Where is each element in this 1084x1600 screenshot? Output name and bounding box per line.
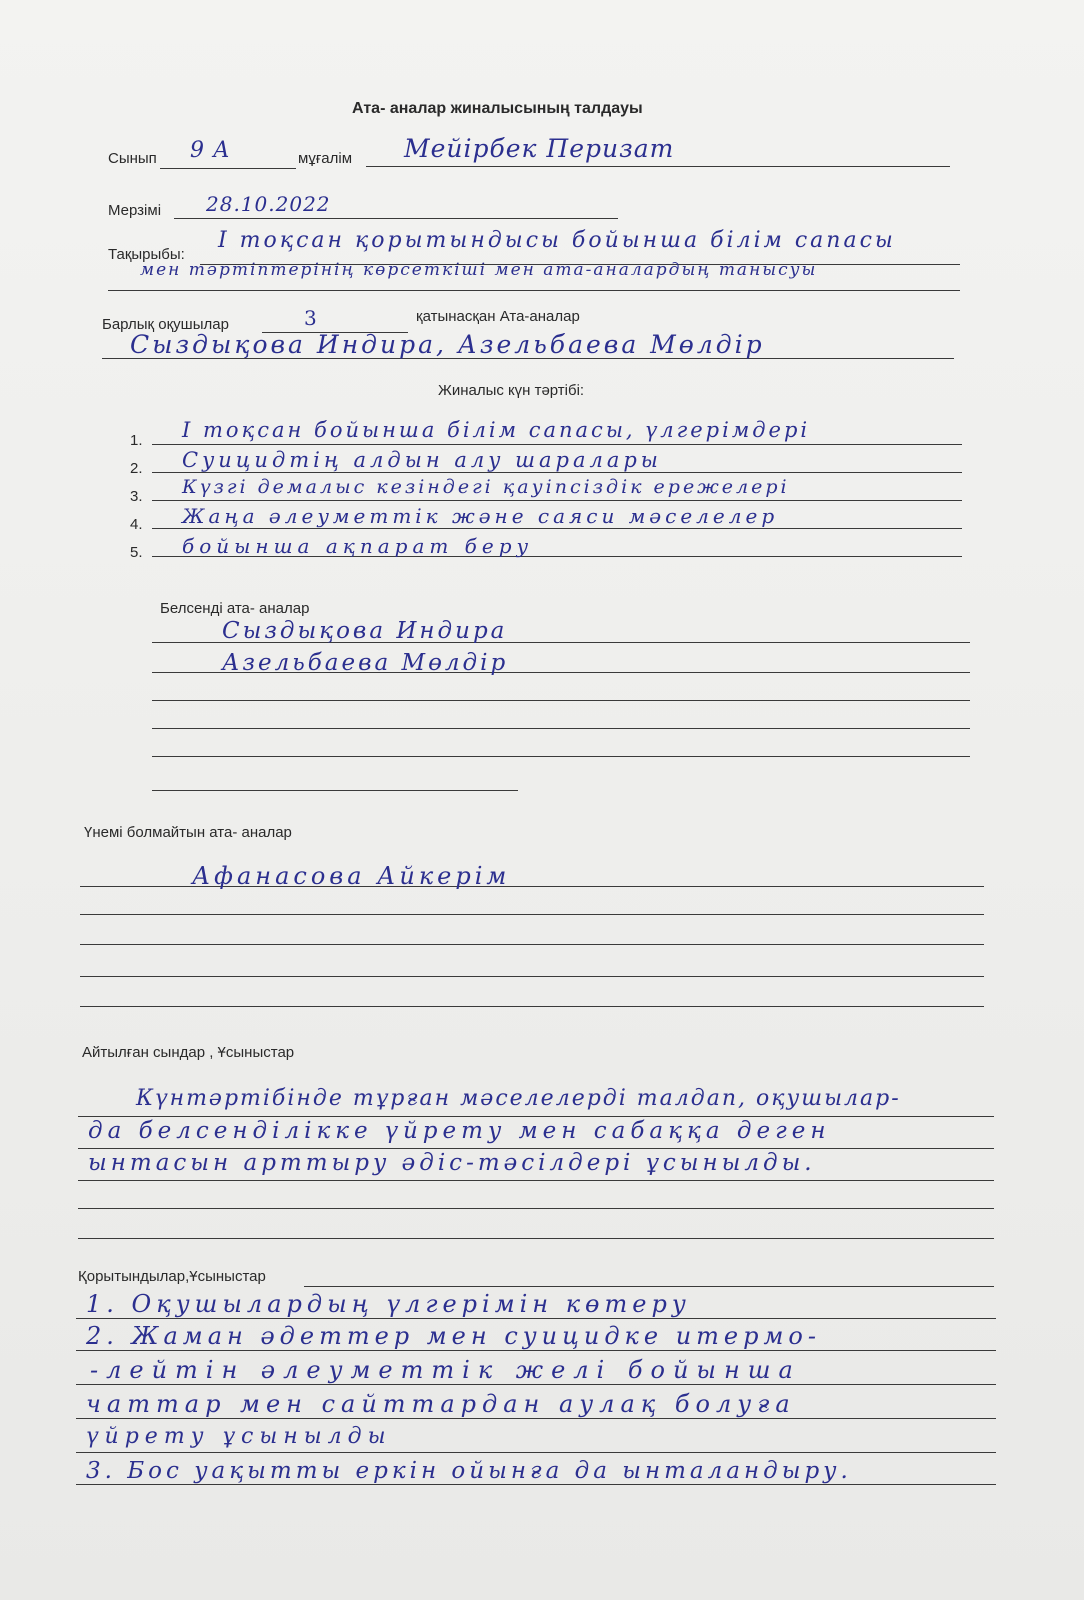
agenda-item: Жаңа әлеуметтік және саяси мәселелер bbox=[182, 504, 779, 528]
active-rule bbox=[152, 790, 518, 791]
conclusions-rule bbox=[304, 1286, 994, 1287]
date-value: 28.10.2022 bbox=[206, 192, 331, 216]
form-title: Ата- аналар жиналысының талдауы bbox=[352, 100, 643, 117]
active-parents-label: Белсенді ата- аналар bbox=[160, 600, 310, 617]
remarks-rule bbox=[78, 1208, 994, 1209]
agenda-rule bbox=[152, 472, 962, 473]
conclusions-rule bbox=[76, 1484, 996, 1485]
agenda-number: 1. bbox=[130, 432, 143, 449]
agenda-number: 4. bbox=[130, 516, 143, 533]
remarks-rule bbox=[78, 1238, 994, 1239]
remarks-label: Айтылған сындар , Ұсыныстар bbox=[82, 1044, 295, 1061]
students-label: Барлық оқушылар bbox=[102, 316, 229, 333]
active-rule bbox=[152, 700, 970, 701]
remarks-line: ынтасын арттыру әдіс-тәсілдері ұсынылды. bbox=[88, 1150, 816, 1176]
absent-rule bbox=[80, 976, 984, 977]
conclusion-line: 2. Жаман әдеттер мен суицидке итермо- bbox=[86, 1322, 821, 1350]
conclusion-line: үйрету ұсынылды bbox=[86, 1424, 392, 1449]
conclusions-rule bbox=[76, 1384, 996, 1385]
teacher-rule bbox=[366, 166, 950, 167]
agenda-number: 2. bbox=[130, 460, 143, 477]
active-parent: Азельбаева Мөлдір bbox=[222, 650, 509, 676]
remarks-rule bbox=[78, 1180, 994, 1181]
agenda-rule bbox=[152, 444, 962, 445]
conclusion-line: 1. Оқушылардың үлгерімін көтеру bbox=[86, 1290, 691, 1318]
agenda-rule bbox=[152, 500, 962, 501]
remarks-rule bbox=[78, 1116, 994, 1117]
teacher-value: Мейірбек Перизат bbox=[404, 134, 675, 163]
students-value: 3 bbox=[304, 306, 318, 330]
agenda-item: бойынша ақпарат беру bbox=[182, 534, 534, 558]
conclusions-rule bbox=[76, 1452, 996, 1453]
active-rule bbox=[152, 756, 970, 757]
conclusion-line: чаттар мен сайттардан аулақ болуға bbox=[86, 1390, 796, 1418]
topic-line-1: І тоқсан қорытындысы бойынша білім сапасы bbox=[218, 228, 896, 253]
agenda-label: Жиналыс күн тәртібі: bbox=[438, 382, 585, 399]
active-rule bbox=[152, 728, 970, 729]
conclusions-rule bbox=[76, 1318, 996, 1319]
parents-value: Сыздықова Индира, Азельбаева Мөлдір bbox=[130, 330, 765, 359]
agenda-item: Күзгі демалыс кезіндегі қауіпсіздік ережелері bbox=[182, 476, 790, 498]
agenda-item: І тоқсан бойынша білім сапасы, үлгерімдері bbox=[182, 418, 811, 442]
conclusions-rule bbox=[76, 1350, 996, 1351]
agenda-rule bbox=[152, 528, 962, 529]
absent-parent: Афанасова Айкерім bbox=[192, 862, 511, 890]
conclusion-line: 3. Бос уақытты еркін ойынға да ынталандыру. bbox=[86, 1458, 852, 1484]
teacher-label: мұғалім bbox=[298, 150, 353, 167]
remarks-rule bbox=[78, 1148, 994, 1149]
agenda-number: 5. bbox=[130, 544, 143, 561]
absent-parents-label: Үнемі болмайтын ата- аналар bbox=[84, 824, 292, 841]
absent-rule bbox=[80, 1006, 984, 1007]
class-rule bbox=[160, 168, 296, 169]
absent-rule bbox=[80, 944, 984, 945]
absent-rule bbox=[80, 914, 984, 915]
agenda-number: 3. bbox=[130, 488, 143, 505]
active-parent: Сыздықова Индира bbox=[222, 618, 508, 644]
conclusions-rule bbox=[76, 1418, 996, 1419]
class-value: 9 А bbox=[190, 138, 231, 163]
remarks-line: Күнтәртібінде тұрған мәселелерді талдап, оқушылар- bbox=[136, 1086, 901, 1111]
topic-label: Тақырыбы: bbox=[108, 246, 185, 263]
topic-rule-2 bbox=[108, 290, 960, 291]
topic-line-2: мен тәртіптерінің көрсеткіші мен ата-аналардың танысуы bbox=[140, 260, 818, 280]
date-label: Мерзімі bbox=[108, 202, 162, 219]
conclusion-line: -лейтін әлеуметтік желі бойынша bbox=[90, 1356, 801, 1384]
agenda-item: Суицидтің алдын алу шаралары bbox=[182, 448, 662, 472]
conclusions-label: Қорытындылар,Ұсыныстар bbox=[78, 1268, 266, 1285]
remarks-line: да белсенділікке үйрету мен сабаққа деген bbox=[88, 1118, 831, 1144]
parents-label: қатынасқан Ата-аналар bbox=[416, 308, 580, 325]
class-label: Сынып bbox=[108, 150, 157, 167]
date-rule bbox=[174, 218, 618, 219]
